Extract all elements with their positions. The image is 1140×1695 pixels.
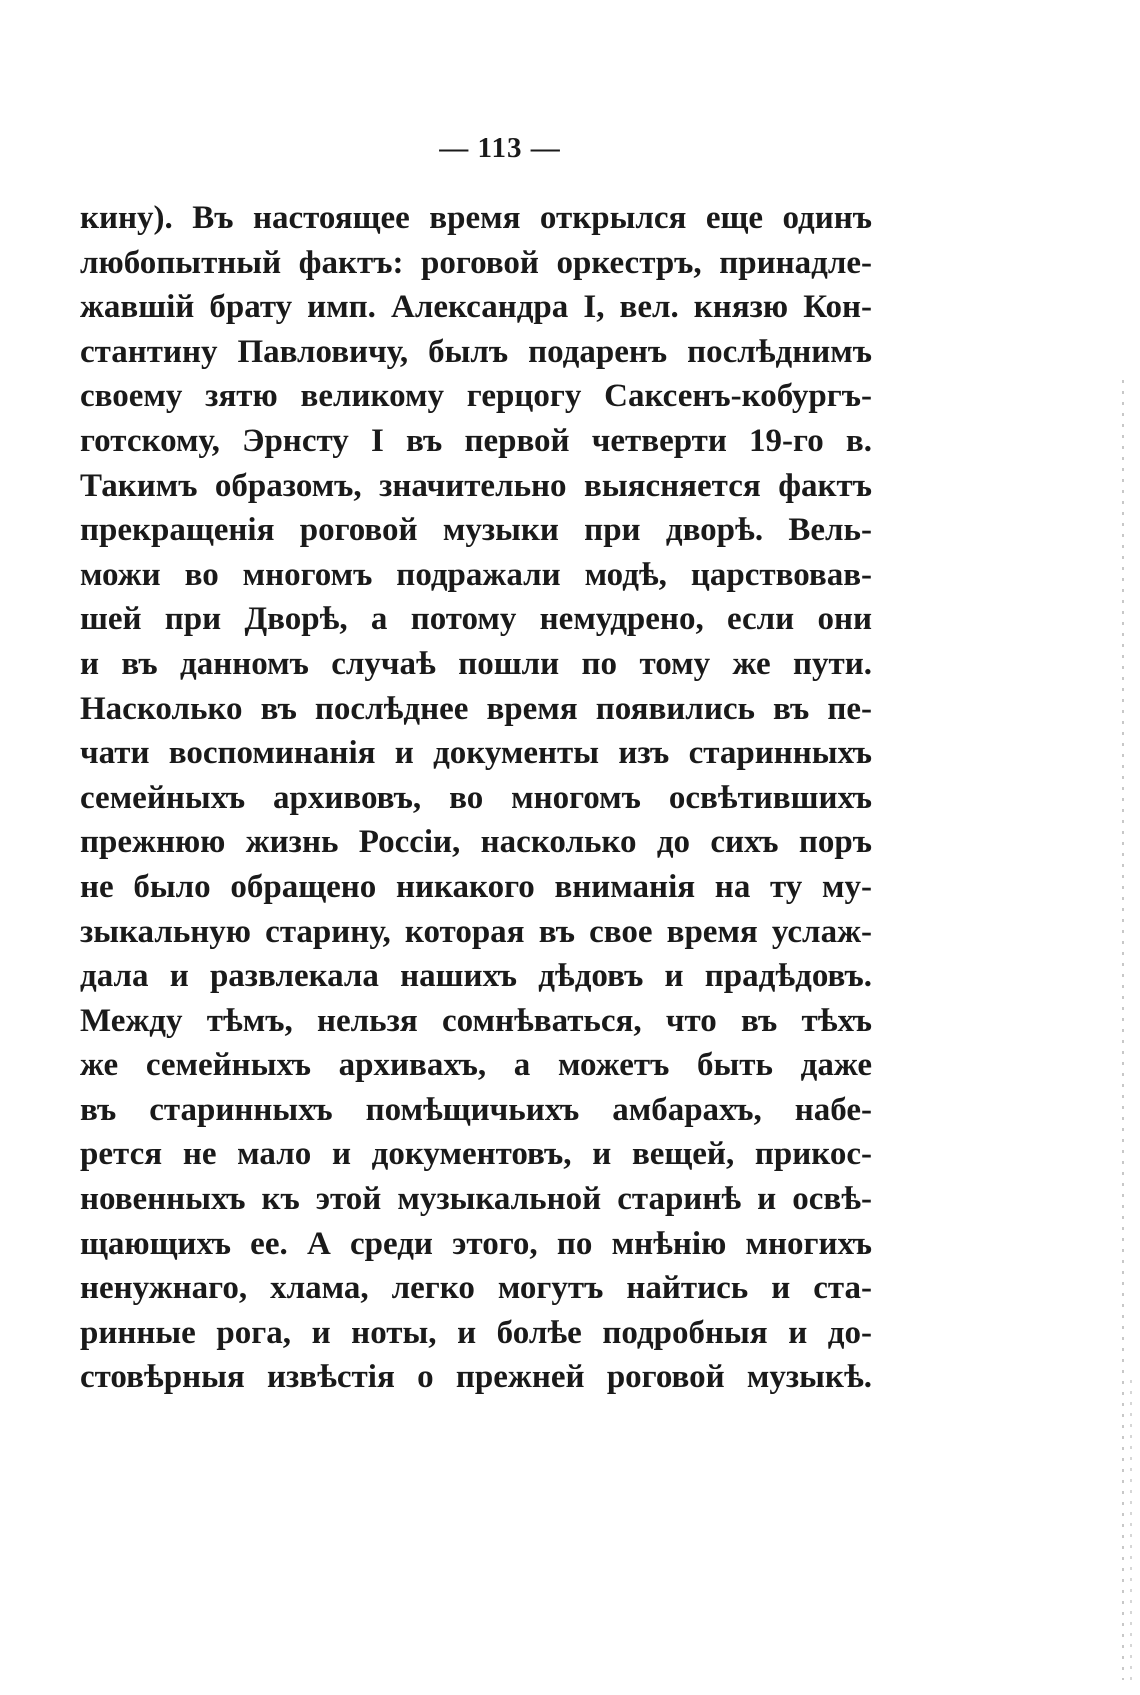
text-line: же семейныхъ архивахъ, а можетъ быть даже	[80, 1047, 872, 1084]
text-line: и въ данномъ случаѣ пошли по тому же пути.	[80, 645, 872, 682]
text-line: стовѣрныя извѣстія о прежней роговой музыкѣ.	[80, 1359, 872, 1396]
text-line: стантину Павловичу, былъ подаренъ послѣднимъ	[80, 333, 872, 370]
text-line: жавшій брату имп. Александра I, вел. князю Кон-	[80, 289, 872, 326]
text-line: Такимъ образомъ, значительно выясняется фактъ	[80, 467, 872, 504]
text-line: семейныхъ архивовъ, во многомъ освѣтившихъ	[80, 779, 872, 816]
text-line: чати воспоминанія и документы изъ старинныхъ	[80, 735, 872, 772]
text-line: можи во многомъ подражали модѣ, царствовав-	[80, 556, 872, 593]
page-number: — 113 —	[439, 132, 561, 164]
text-line: новенныхъ къ этой музыкальной старинѣ и освѣ-	[80, 1181, 872, 1218]
scan-edge-artifact	[1130, 1380, 1132, 1680]
scan-edge-artifact	[1122, 380, 1124, 1680]
text-line: Между тѣмъ, нельзя сомнѣваться, что въ тѣхъ	[80, 1002, 872, 1039]
body-text	[80, 196, 872, 1400]
text-line: любопытный фактъ: роговой оркестръ, принадле-	[80, 244, 872, 281]
text-line: не было обращено никакого вниманія на ту му-	[80, 868, 872, 905]
text-line: кину). Въ настоящее время открылся еще одинъ	[80, 200, 872, 236]
text-line: ненужнаго, хлама, легко могутъ найтись и ста-	[80, 1270, 872, 1307]
text-line: Насколько въ послѣднее время появились въ пе-	[80, 690, 872, 727]
text-line: зыкальную старину, которая въ свое время услаж-	[80, 913, 872, 950]
text-line: шей при Дворѣ, а потому немудрено, если они	[80, 601, 872, 638]
text-line: рется не мало и документовъ, и вещей, прикос-	[80, 1136, 872, 1173]
text-line: своему зятю великому герцогу Саксенъ-кобургъ-	[80, 378, 872, 415]
text-line: готскому, Эрнсту I въ первой четверти 19-го в.	[80, 422, 872, 459]
text-line: щающихъ ее. А среди этого, по мнѣнію многихъ	[80, 1225, 872, 1262]
text-line: прежнюю жизнь Россіи, насколько до сихъ поръ	[80, 824, 872, 861]
text-line: прекращенія роговой музыки при дворѣ. Вель-	[80, 512, 872, 549]
text-line: ринные рога, и ноты, и болѣе подробныя и до-	[80, 1314, 872, 1351]
text-line: въ старинныхъ помѣщичьихъ амбарахъ, набе-	[80, 1091, 872, 1128]
text-line: дала и развлекала нашихъ дѣдовъ и прадѣдовъ.	[80, 958, 872, 995]
